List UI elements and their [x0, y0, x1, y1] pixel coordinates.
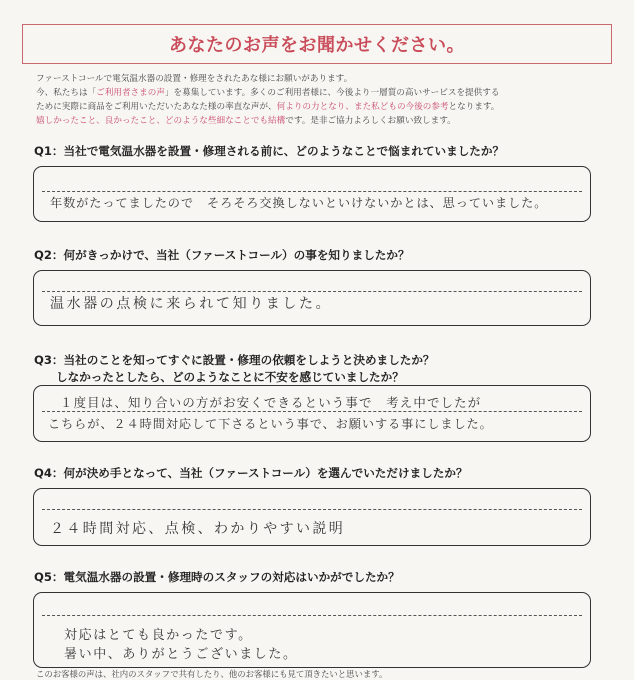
intro-line-1: ファーストコールで電気温水器の設置・修理をされたあな様にお願いがあります。 — [36, 74, 353, 84]
intro-line-3-start: ために実際に商品をご利用いただいたあなた様の率直な声が、 — [36, 102, 277, 112]
dashed-line — [42, 509, 582, 510]
question-3-sub: しなかったとしたら、どのようなことに不安を感じていましたか？ — [56, 370, 404, 384]
question-1: Q1：当社で電気温水器を設置・修理される前に、どのようなことで悩まれていましたか？ — [34, 144, 505, 158]
answer-4-line-1: ２４時間対応、点検、わかりやすい説明 — [50, 521, 346, 537]
answer-box-2 — [33, 270, 591, 326]
answer-5-line-1: 対応はとても良かったです。 — [64, 628, 253, 643]
intro-highlight-2: 何よりの力となり、また私どもの今後の参考 — [276, 102, 449, 112]
question-4: Q4：何が決め手となって、当社（ファーストコール）を選んでいただけましたか？ — [34, 466, 468, 480]
footer-note: このお客様の声は、社内のスタッフで共有したり、他のお客様にも見て頂きたいと思います。 — [36, 669, 388, 679]
answer-5-line-2: 暑い中、ありがとうございました。 — [64, 647, 298, 662]
intro-line-4 — [36, 114, 611, 128]
intro-line-4-end: です。是非ご協力よろしくお願い致します。 — [285, 116, 456, 126]
intro-line-2-start: 今、私たちは「 — [36, 88, 97, 98]
intro-line-2-end: 」を募集しています。多くのご利用者様に、今後より一層質の高いサービスを提供する — [164, 88, 500, 98]
answer-3-line-2: こちらが、２４時間対応して下さるという事で、お願いする事にしました。 — [48, 417, 493, 431]
intro-text — [36, 72, 611, 128]
answer-2-line-1: 温水器の点検に来られて知りました。 — [50, 296, 333, 312]
page-title: あなたのお声をお聞かせください。 — [169, 35, 465, 56]
dashed-line — [42, 615, 582, 616]
answer-1-line-1: 年数がたってましたので そろそろ交換しないといけないかとは、思っていました。 — [50, 196, 548, 210]
intro-line-3 — [36, 100, 611, 114]
dashed-line — [42, 411, 582, 412]
intro-highlight-1: ご利用者さまの声 — [96, 88, 165, 98]
header-box — [22, 24, 612, 64]
intro-line-2 — [36, 86, 611, 100]
intro-line-3-end: となります。 — [448, 102, 500, 112]
answer-3-line-1: １度目は、知り合いの方がお安くできるという事で 考え中でしたが — [60, 395, 482, 410]
answer-box-3 — [33, 385, 591, 442]
answer-box-5 — [33, 592, 591, 668]
question-5: Q5：電気温水器の設置・修理時のスタッフの対応はいかがでしたか？ — [34, 570, 400, 584]
answer-box-1 — [33, 166, 591, 222]
dashed-line — [42, 191, 582, 192]
answer-box-4 — [33, 488, 591, 546]
question-2: Q2：何がきっかけで、当社（ファーストコール）の事を知りましたか？ — [34, 248, 410, 262]
question-3: Q3：当社のことを知ってすぐに設置・修理の依頼をしようと決めましたか？ — [34, 353, 435, 367]
dashed-line — [42, 291, 582, 292]
intro-highlight-3: 嬉しかったこと、良かったこと、どのような些細なことでも結構 — [36, 116, 286, 126]
